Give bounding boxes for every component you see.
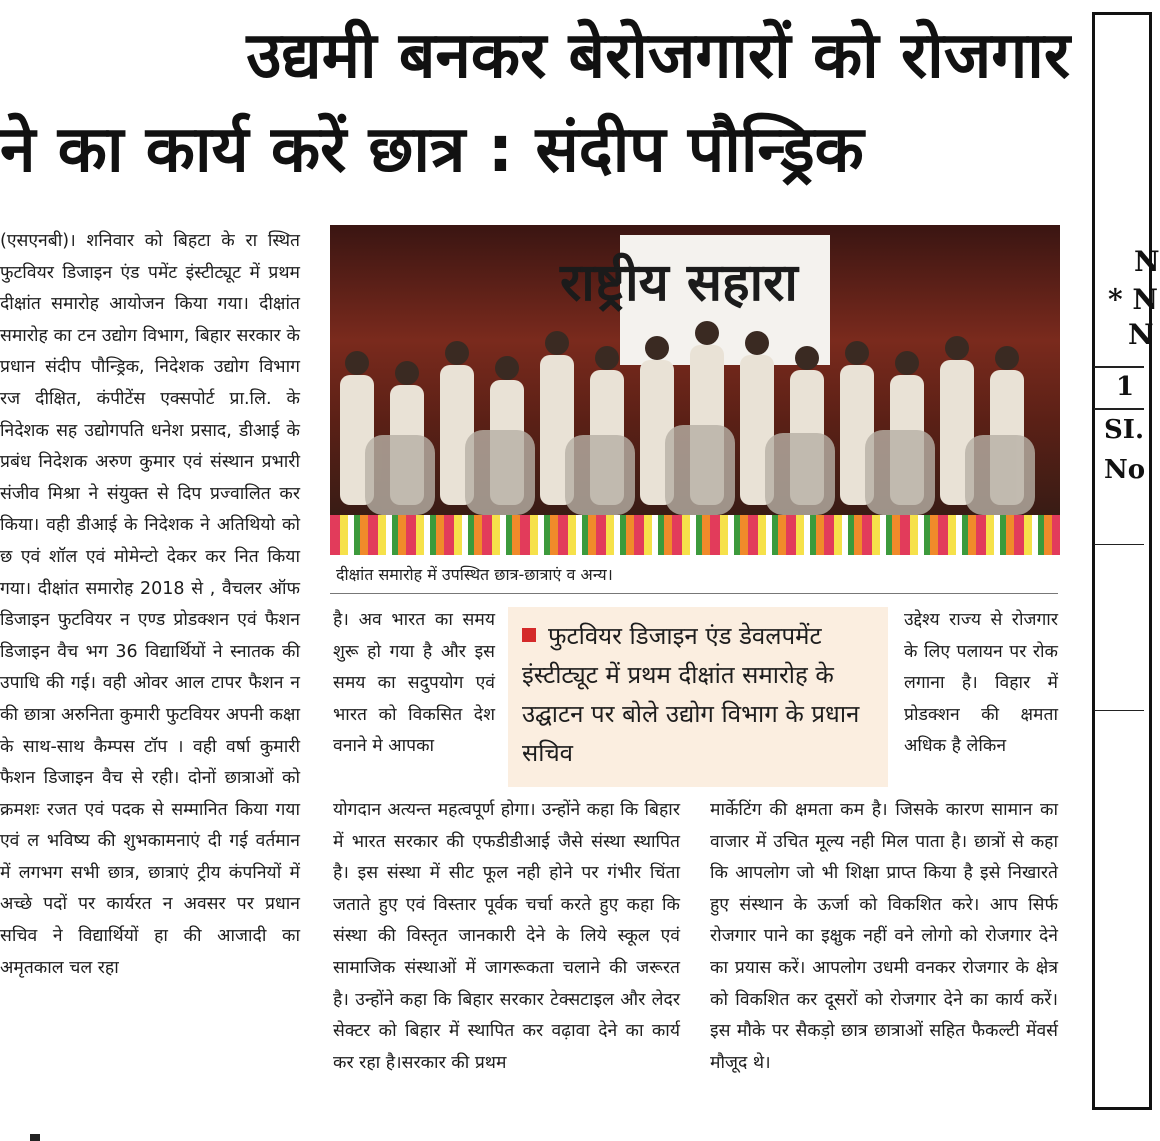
sidebar-label-4: 1 [1116,372,1135,402]
article-column-3-bottom [710,795,1058,1121]
article-column-1-text: (एसएनबी)। शनिवार को बिहटा के रा स्थित फुटवियर डिजाइन एंड पमेंट इंस्टीट्यूट में प्रथम दीक्षांत समारोह आयोजन किया गया। दीक्षांत समारोह का टन उद्योग विभाग, बिहार सरकार के प्रधान संदीप पौन्ड्रिक, निदेशक उद्योग विभाग रज दीक्षित, कंपीटेंस एक्सपोर्ट प्रा.लि. के निदेशक सह उद्योगपति धनेश प्रसाद, डीआई के प्रबंध निदेशक अरुण कुमार एवं संस्थान प्रभारी संजीव मिश्रा ने संयुक्त से दिप प्रज्वालित कर किया। वही डीआई के निदेशक ने अतिथियो को छ एवं शॉल एवं मोमेन्टो देकर कर नित किया गया। दीक्षांत समारोह 2018 से , वैचलर ऑफ डिजाइन फुटवियर न एण्ड प्रोडक्शन एवं फैशन डिजाइन वैच भग 36 विद्यार्थियों ने स्नातक की उपाधि की गई। वही ओवर आल टापर फैशन न की छात्रा अरुनिता कुमारी फुटवियर अपनी कक्षा के साथ-साथ कैम्पस टॉप । वही वर्षा कुमारी फैशन डिजाइन वैच से रही। दोनों छात्राओं को क्रमशः रजत एवं पदक से सम्मानित किया गया एवं ल भविष्य की शुभकामनाएं दी गई वर्तमान में लगभग सभी छात्र, छात्राएं ट्रीय कंपनियों में अच्छे पदों पर कार्यरत न अवसर पर प्रधान सचिव ने विद्यार्थियों हा की आजादी का अमृतकाल चल रहा [0,231,300,978]
sidebar-divider-3 [1094,544,1144,545]
crowd-illustration [330,315,1060,525]
article-column-2-top [333,605,495,795]
sidebar-label-6: No [1104,455,1146,485]
sidebar-divider-4 [1094,710,1144,711]
adjacent-ad-box [1092,12,1152,1110]
sidebar-label-5: SI. [1104,415,1144,445]
flower-decoration [330,515,1060,555]
sidebar-divider-1 [1094,366,1144,368]
article-column-3-top-text: उद्देश्य राज्य से रोजगार के लिए पलायन पर रोक लगाना है। विहार में प्रोडक्शन की क्षमता अधिक है लेकिन [904,610,1058,757]
article-column-3-top [904,605,1058,795]
highlight-text [522,617,882,773]
headline-line-2: ने का कार्य करें छात्र : संदीप पौन्ड्रिक [0,113,864,187]
photo-caption: दीक्षांत समारोह में उपस्थित छात्र-छात्राएं व अन्य। [336,565,613,584]
page-corner-mark [30,1134,40,1141]
article-column-2-top-text: है। अव भारत का समय शुरू हो गया है और इस समय का सदुपयोग एवं भारत को विकसित देश वनाने मे आपका [333,610,495,757]
article-column-1 [0,226,300,1121]
sidebar-label-2: * N [1108,283,1158,316]
caption-divider [330,593,1058,594]
article-column-3-bottom-text: मार्केटिंग की क्षमता कम है। जिसके कारण सामान का वाजार में उचित मूल्य नही मिल पाता है। छात्रों से कहा कि आपलोग जो भी शिक्षा प्राप्त किया है इसे निखारते हुए संस्थान के ऊर्जा को विकशित करे। आप सिर्फ रोजगार पाने का इक्षुक नहीं वने लोगो को रोजगार देने का प्रयास करें। आपलोग उधमी वनकर रोजगार के क्षेत्र को विकशित कर दूसरों को रोजगार देने का कार्य करें। इस मौके पर सैकड़ो छात्र छात्राओं सहित फैकल्टी मेंवर्स मौजूद थे। [710,800,1058,1073]
article-column-2-bottom-text: योगदान अत्यन्त महत्वपूर्ण होगा। उन्होंने कहा कि बिहार में भारत सरकार की एफडीडीआई जैसे संस्था स्थापित है। इस संस्था में सीट फूल नही होने पर गंभीर चिंता जताते हुए एवं विस्तार पूर्वक चर्चा करते हुए कहा कि संस्था की विस्तृत जानकारी देने के लिये स्कूल एवं सामाजिक संस्थाओं में जागरूकता चलाने की जरूरत है। उन्होंने कहा कि बिहार सरकार टेक्सटाइल और लेदर सेक्टर को बिहार में स्थापित कर वढ़ावा देने का कार्य कर रहा है।सरकार की प्रथम [333,800,680,1073]
highlight-box [508,607,888,787]
sidebar-label-3: N [1128,318,1154,351]
sidebar-divider-2 [1094,408,1144,410]
headline-line-1: उद्यमी बनकर बेरोजगारों को रोजगार [246,19,1070,93]
sidebar-label-1: N [1134,245,1160,278]
photo-watermark: राष्ट्रीय सहारा [560,253,798,313]
red-square-bullet-icon [522,628,536,642]
event-photo [330,225,1060,555]
article-column-2-bottom [333,795,680,1121]
highlight-text-content: फुटवियर डिजाइन एंड डेवलपमेंट इंस्टीट्यूट में प्रथम दीक्षांत समारोह के उद्घाटन पर बोले उद्योग विभाग के प्रधान सचिव [522,622,860,767]
